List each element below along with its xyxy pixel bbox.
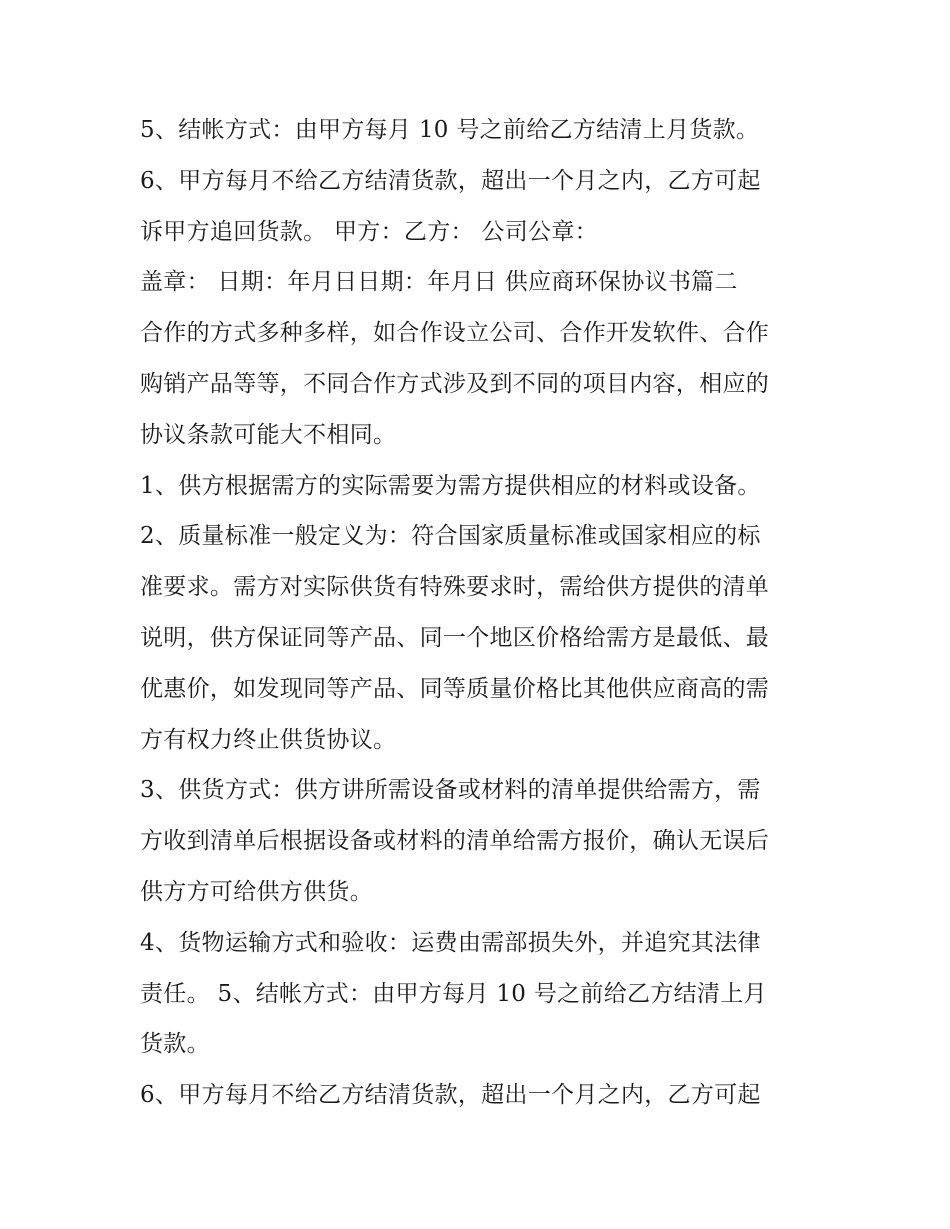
text-line: 3、供货方式：供方讲所需设备或材料的清单提供给需方，需	[140, 777, 761, 804]
text-line: 准要求。需方对实际供货有特殊要求时，需给供方提供的清单	[140, 574, 770, 601]
text-line: 优惠价，如发现同等产品、同等质量价格比其他供应商高的需	[140, 675, 770, 702]
text-line: 协议条款可能大不相同。	[140, 421, 397, 448]
text-line: 2、质量标准一般定义为：符合国家质量标准或国家相应的标	[140, 523, 761, 550]
text-line: 4、货物运输方式和验收：运费由需部损失外，并追究其法律	[140, 929, 761, 956]
text-line: 合作的方式多种多样，如合作设立公司、合作开发软件、合作	[140, 320, 770, 347]
text-line: 1、供方根据需方的实际需要为需方提供相应的材料或设备。	[140, 472, 761, 499]
text-line: 5、结帐方式：由甲方每月 10 号之前给乙方结清上月货款。	[140, 117, 760, 143]
text-line: 6、甲方每月不给乙方结清货款，超出一个月之内，乙方可起	[140, 1082, 761, 1109]
text-line: 6、甲方每月不给乙方结清货款，超出一个月之内，乙方可起	[140, 167, 761, 194]
text-line: 方收到清单后根据设备或材料的清单给需方报价，确认无误后	[140, 828, 770, 855]
text-line: 货款。	[140, 1031, 210, 1058]
text-line: 方有权力终止供货协议。	[140, 726, 397, 753]
text-line: 购销产品等等，不同合作方式涉及到不同的项目内容，相应的	[140, 370, 770, 397]
text-line: 责任。 5、结帐方式：由甲方每月 10 号之前给乙方结清上月	[140, 980, 767, 1007]
text-line: 盖章： 日期：年月日日期：年月日 供应商环保协议书篇二	[140, 269, 738, 296]
text-line: 说明，供方保证同等产品、同一个地区价格给需方是最低、最	[140, 624, 770, 651]
text-line: 诉甲方追回货款。 甲方：乙方： 公司公章：	[140, 218, 598, 245]
document-body	[140, 105, 820, 1121]
text-line: 供方方可给供方供货。	[140, 878, 373, 905]
